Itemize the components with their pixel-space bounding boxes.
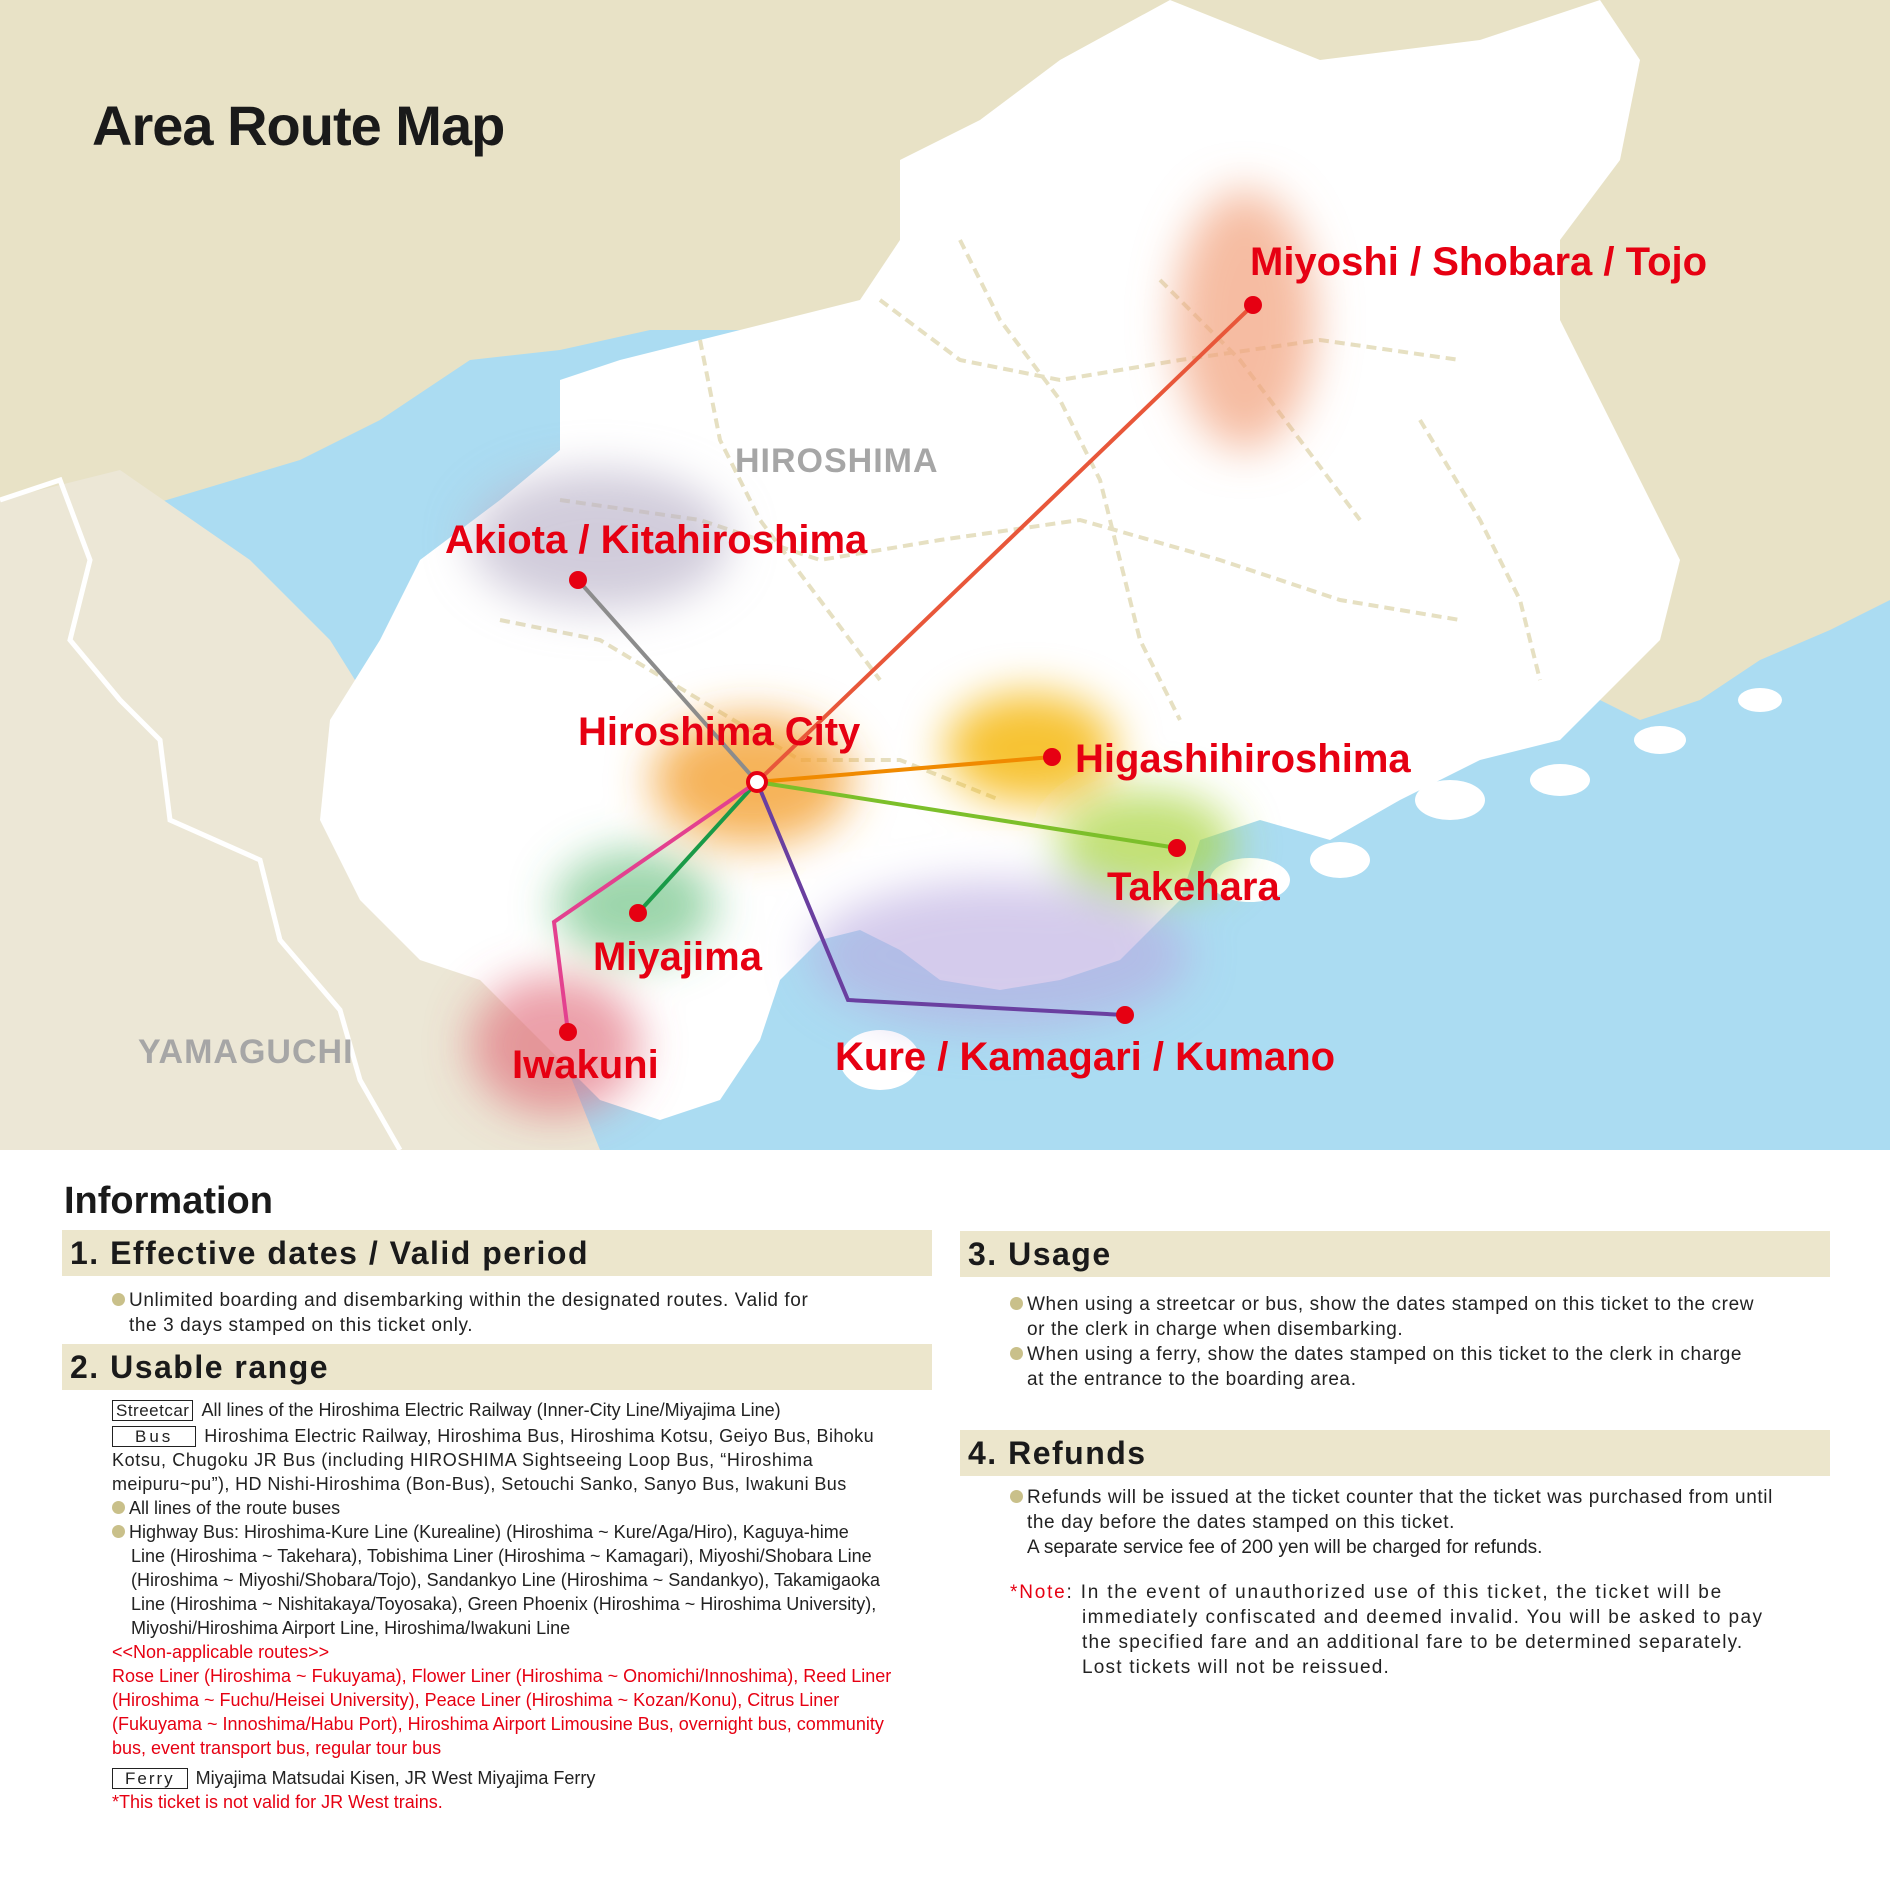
bullet-icon xyxy=(112,1501,125,1514)
dot-miyajima xyxy=(629,904,647,922)
note-label: *Note xyxy=(1010,1582,1067,1603)
non-applicable-line2: (Hiroshima ~ Fuchu/Heisei University), Peace Liner (Hiroshima ~ Kozan/Konu), Citrus Liner xyxy=(112,1690,840,1710)
refund-a3: A separate service fee of 200 yen will be charged for refunds. xyxy=(1027,1537,1543,1558)
highway-line1: Highway Bus: Hiroshima-Kure Line (Kurealine) (Hiroshima ~ Kure/Aga/Hiro), Kaguya-hime xyxy=(129,1522,849,1542)
streetcar-text: All lines of the Hiroshima Electric Railway (Inner-City Line/Miyajima Line) xyxy=(201,1400,781,1420)
route-buses: All lines of the route buses xyxy=(129,1498,341,1518)
highway-line5: Miyoshi/Hiroshima Airport Line, Hiroshima/Iwakuni Line xyxy=(131,1618,571,1638)
note-line2: immediately confiscated and deemed invalid. You will be asked to pay xyxy=(1082,1607,1764,1628)
usage-b1: When using a ferry, show the dates stamped on this ticket to the clerk in charge xyxy=(1027,1344,1743,1365)
section-2-text xyxy=(112,1398,934,1814)
bus-line3: meipuru~pu”), HD Nishi-Hiroshima (Bon-Bus), Setouchi Sanko, Sanyo Bus, Iwakuni Bus xyxy=(112,1474,847,1494)
label-kure: Kure / Kamagari / Kumano xyxy=(835,1035,1336,1079)
dot-takehara xyxy=(1168,839,1186,857)
label-iwakuni: Iwakuni xyxy=(512,1043,659,1087)
bullet-icon xyxy=(1010,1490,1023,1503)
note-line1: : In the event of unauthorized use of this ticket, the ticket will be xyxy=(1066,1582,1724,1603)
dot-hiroshima-city xyxy=(748,773,766,791)
s1-line1: Unlimited boarding and disembarking within the designated routes. Valid for xyxy=(129,1290,809,1311)
usage-b2: at the entrance to the boarding area. xyxy=(1027,1369,1357,1390)
note-line3: the specified fare and an additional fare to be determined separately. xyxy=(1082,1632,1744,1653)
section-2-heading: 2. Usable range xyxy=(62,1344,932,1390)
section-4-heading: 4. Refunds xyxy=(960,1430,1830,1476)
dot-akiota xyxy=(569,571,587,589)
usage-a2: or the clerk in charge when disembarking. xyxy=(1027,1319,1404,1340)
info-title: Information xyxy=(64,1180,273,1222)
bullet-icon xyxy=(1010,1297,1023,1310)
highway-line4: Line (Hiroshima ~ Nishitakaya/Toyosaka), Green Phoenix (Hiroshima ~ Hiroshima University), xyxy=(131,1594,877,1614)
bullet-icon xyxy=(112,1525,125,1538)
label-akiota: Akiota / Kitahiroshima xyxy=(445,518,868,562)
map-title: Area Route Map xyxy=(92,94,505,157)
section-3-text xyxy=(1010,1292,1840,1392)
prefecture-yamaguchi: YAMAGUCHI xyxy=(138,1033,354,1071)
non-applicable-line4: bus, event transport bus, regular tour bus xyxy=(112,1738,442,1758)
dot-kure xyxy=(1116,1006,1134,1024)
refund-a1: Refunds will be issued at the ticket counter that the ticket was purchased from until xyxy=(1027,1487,1773,1508)
highway-line2: Line (Hiroshima ~ Takehara), Tobishima Liner (Hiroshima ~ Kamagari), Miyoshi/Shobara Line xyxy=(131,1546,872,1566)
bus-line2: Kotsu, Chugoku JR Bus (including HIROSHIMA Sightseeing Loop Bus, “Hiroshima xyxy=(112,1450,814,1470)
section-3-heading: 3. Usage xyxy=(960,1231,1830,1277)
bullet-icon xyxy=(112,1293,125,1306)
dot-iwakuni xyxy=(559,1023,577,1041)
section-4-text xyxy=(1010,1485,1840,1680)
prefecture-hiroshima: HIROSHIMA xyxy=(735,442,939,480)
dot-higashihiroshima xyxy=(1043,748,1061,766)
label-takehara: Takehara xyxy=(1107,865,1280,909)
refund-a2: the day before the dates stamped on this ticket. xyxy=(1027,1512,1456,1533)
bus-line1: Hiroshima Electric Railway, Hiroshima Bus, Hiroshima Kotsu, Geiyo Bus, Bihoku xyxy=(204,1426,874,1446)
non-applicable-line1: Rose Liner (Hiroshima ~ Fukuyama), Flower Liner (Hiroshima ~ Onomichi/Innoshima), Reed Liner xyxy=(112,1666,892,1686)
label-miyoshi: Miyoshi / Shobara / Tojo xyxy=(1250,240,1708,284)
section-1-text xyxy=(112,1288,932,1338)
ferry-tag: Ferry xyxy=(112,1768,188,1789)
highway-line3: (Hiroshima ~ Miyoshi/Shobara/Tojo), Sandankyo Line (Hiroshima ~ Sandankyo), Takamigaoka xyxy=(131,1570,881,1590)
dot-miyoshi xyxy=(1244,296,1262,314)
bullet-icon xyxy=(1010,1347,1023,1360)
label-hiroshima-city: Hiroshima City xyxy=(578,710,861,754)
label-miyajima: Miyajima xyxy=(593,935,762,979)
section-1-heading: 1. Effective dates / Valid period xyxy=(62,1230,932,1276)
usage-a1: When using a streetcar or bus, show the dates stamped on this ticket to the crew xyxy=(1027,1294,1755,1315)
label-higashihiroshima: Higashihiroshima xyxy=(1075,737,1411,781)
jr-note: *This ticket is not valid for JR West trains. xyxy=(112,1792,443,1812)
non-applicable-line3: (Fukuyama ~ Innoshima/Habu Port), Hiroshima Airport Limousine Bus, overnight bus, community xyxy=(112,1714,884,1734)
s1-line2: the 3 days stamped on this ticket only. xyxy=(129,1315,474,1336)
non-applicable-heading: <<Non-applicable routes>> xyxy=(112,1642,330,1662)
note-line4: Lost tickets will not be reissued. xyxy=(1082,1657,1390,1678)
streetcar-tag: Streetcar xyxy=(112,1400,193,1421)
bus-tag: Bus xyxy=(112,1426,196,1447)
ferry-text: Miyajima Matsudai Kisen, JR West Miyajima Ferry xyxy=(195,1768,596,1788)
